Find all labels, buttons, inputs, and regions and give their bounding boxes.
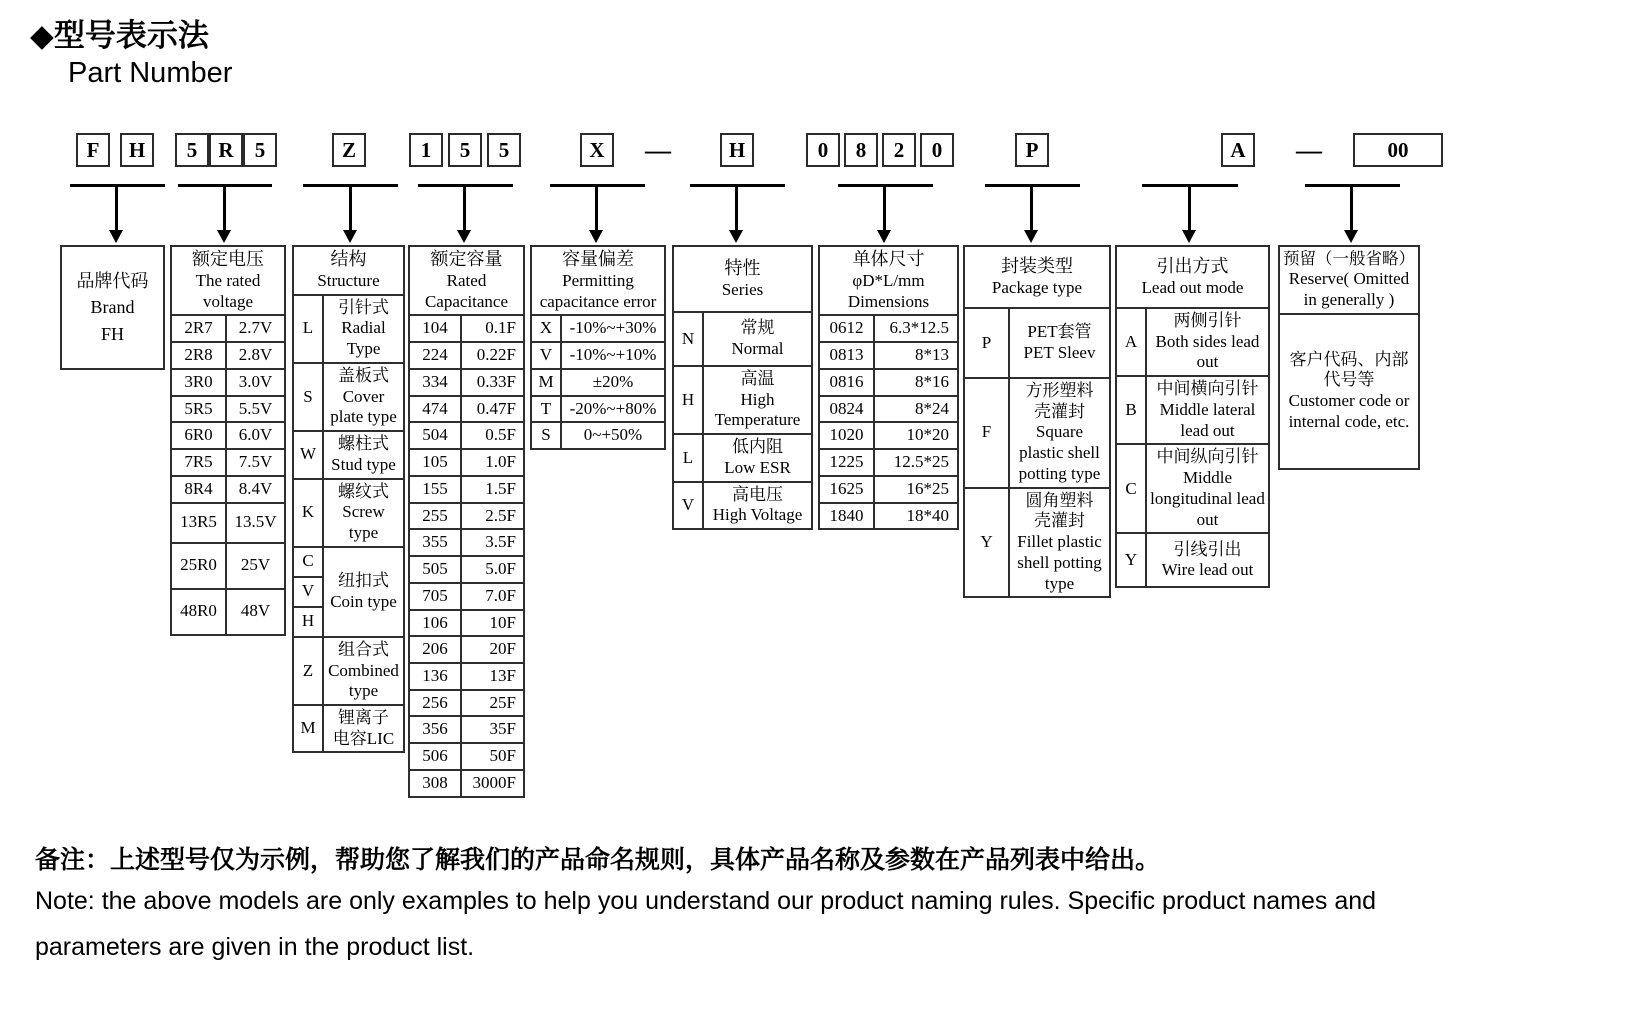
value-cell: 0.33F [461,369,524,396]
desc-cell: 高温 High Temperature [703,366,812,434]
arrowhead-icon [457,230,471,243]
capacitance-error-table [530,245,666,450]
note-zh: 备注：上述型号仅为示例，帮助您了解我们的产品命名规则，具体产品名称及参数在产品列表中给出。 [35,846,1161,874]
dimensions-table [818,245,959,530]
code-box: H [120,133,154,167]
table-row [409,583,524,610]
reserve-table [1278,245,1420,470]
table-title-zh: 预留（一般省略） [1283,249,1415,268]
connector-bar [690,184,785,187]
table-row [171,422,285,449]
code-cell: L [293,295,323,363]
table-row [409,315,524,342]
code-group-reserve [1353,133,1443,167]
brand-code: FH [100,323,124,344]
code-cell: B [1116,376,1146,444]
value-cell: 2.8V [226,342,285,369]
table-row [1116,444,1269,533]
header-cell [819,246,958,315]
desc-cell: 方形塑料 壳灌封 Square plastic shell potting type [1009,378,1110,488]
table-row [171,543,285,589]
table-row [171,589,285,635]
table-row [409,369,524,396]
desc-cell: 引线引出 Wire lead out [1146,533,1269,587]
table-header-row [1279,246,1419,314]
table-title-en: Structure [317,270,380,290]
code-group-error [580,133,614,167]
capacitance-table [408,245,525,798]
desc-cell: 螺柱式 Stud type [323,431,404,478]
value-cell: 20F [461,636,524,663]
code-cell: Y [964,488,1009,598]
table-row [171,449,285,476]
arrowhead-icon [109,230,123,243]
table-title-zh: 结构 [330,249,367,269]
value-cell: 8*16 [874,369,958,396]
code-cell: 504 [409,422,461,449]
arrowhead-icon [217,230,231,243]
code-cell: V [293,577,323,607]
value-cell: 0~+50% [561,422,665,449]
value-cell: 10F [461,610,524,637]
table-header-row [964,246,1110,308]
table-row [819,315,958,342]
value-cell: 3.0V [226,369,285,396]
table-row [409,342,524,369]
table-row [819,449,958,476]
arrowhead-icon [1182,230,1196,243]
table-row [531,422,665,449]
value-cell: 0.22F [461,342,524,369]
code-cell: 206 [409,636,461,663]
connector-bar [838,184,933,187]
code-cell: 2R7 [171,315,226,342]
value-cell: 0.5F [461,422,524,449]
table-row [409,503,524,530]
table-row [409,476,524,503]
table-row [409,396,524,423]
desc-cell: 客户代码、内部代号等 Customer code or internal code, etc. [1279,314,1419,469]
value-cell: 3.5F [461,529,524,556]
table-row [293,479,404,547]
arrowhead-icon [877,230,891,243]
code-cell: V [531,342,561,369]
desc-cell: 常规 Normal [703,312,812,366]
dash-separator: — [645,136,671,165]
value-cell: 3000F [461,770,524,797]
table-header-row [819,246,958,315]
value-cell: 7.5V [226,449,285,476]
connector-stem [883,186,886,232]
table-title-zh: 额定容量 [430,249,503,269]
desc-cell: 低内阻 Low ESR [703,434,812,481]
desc-cell: 高电压 High Voltage [703,482,812,529]
connector-bar [985,184,1080,187]
code-cell: 255 [409,503,461,530]
table-row [293,705,404,752]
code-cell: Z [293,637,323,705]
code-cell: 48R0 [171,589,226,635]
code-cell: K [293,479,323,547]
desc-cell: 引针式 Radial Type [323,295,404,363]
table-row [171,315,285,342]
code-box: 5 [243,133,277,167]
code-cell: 105 [409,449,461,476]
connector-stem [735,186,738,232]
table-row [293,363,404,431]
code-box: R [209,133,243,167]
code-group-brand [76,133,154,167]
table-row [409,449,524,476]
table-row [409,636,524,663]
table-row [409,529,524,556]
table-title-en: Reserve( Omitted in generally ) [1288,269,1410,309]
code-box: P [1015,133,1049,167]
code-group-capacitance [409,133,521,167]
table-header-row [673,246,812,312]
code-box: X [580,133,614,167]
table-row [964,488,1110,598]
table-row [531,396,665,423]
code-cell: T [531,396,561,423]
brand-title-zh: 品牌代码 [76,271,149,292]
table-row [819,422,958,449]
code-cell: H [673,366,703,434]
code-cell: M [293,705,323,752]
table-row [409,770,524,797]
desc-cell: 圆角塑料 壳灌封 Fillet plastic shell potting type [1009,488,1110,598]
brand-title-en: Brand [90,297,135,318]
value-cell: 6.0V [226,422,285,449]
code-group-package [1015,133,1049,167]
value-cell: 1.5F [461,476,524,503]
value-cell: 6.3*12.5 [874,315,958,342]
code-cell: 1020 [819,422,874,449]
table-title-en: Series [721,279,764,299]
desc-cell: PET套管 PET Sleev [1009,308,1110,378]
value-cell: -10%~+10% [561,342,665,369]
table-row [673,312,812,366]
code-cell: 355 [409,529,461,556]
value-cell: 8*13 [874,342,958,369]
value-cell: 8*24 [874,396,958,423]
header-cell [1116,246,1269,308]
arrowhead-icon [729,230,743,243]
code-box: 2 [882,133,916,167]
value-cell: 10*20 [874,422,958,449]
table-title-en: Lead out mode [1141,277,1244,297]
connector-bar [70,184,165,187]
code-cell: C [293,547,323,577]
value-cell: ±20% [561,369,665,396]
connector-stem [1350,186,1353,232]
table-title-en: The rated voltage [195,270,261,311]
connector-bar [418,184,513,187]
code-box: 8 [844,133,878,167]
table-header-row [531,246,665,315]
table-title-zh: 引出方式 [1156,255,1229,276]
note-en-line1: Note: the above models are only examples to help you understand our product naming rules. Specific product names and [35,887,1377,915]
desc-cell: 锂离子 电容LIC [323,705,404,752]
table-row [409,690,524,717]
code-box: A [1221,133,1255,167]
code-cell: V [673,482,703,529]
table-row [171,503,285,543]
table-row [171,342,285,369]
code-cell: 8R4 [171,476,226,503]
value-cell: 48V [226,589,285,635]
table-title-zh: 特性 [724,257,761,278]
brand-box [60,245,165,370]
table-row [819,369,958,396]
code-group-voltage [175,133,277,167]
code-cell: 356 [409,716,461,743]
code-group-leadout [1221,133,1255,167]
value-cell: -10%~+30% [561,315,665,342]
code-cell: 0813 [819,342,874,369]
code-cell: 474 [409,396,461,423]
table-title-en: Package type [991,277,1083,297]
desc-cell: 两侧引针 Both sides lead out [1146,308,1269,376]
value-cell: 5.0F [461,556,524,583]
table-title-zh: 单体尺寸 [852,249,925,269]
value-cell: 1.0F [461,449,524,476]
code-box: 1 [409,133,443,167]
code-box: F [76,133,110,167]
connector-stem [223,186,226,232]
connector-stem [349,186,352,232]
value-cell: 16*25 [874,476,958,503]
table-row [171,396,285,423]
code-cell: 7R5 [171,449,226,476]
value-cell: -20%~+80% [561,396,665,423]
table-row [819,342,958,369]
code-cell: 224 [409,342,461,369]
table-header-row [293,246,404,295]
code-box: 0 [806,133,840,167]
code-cell: 705 [409,583,461,610]
table-row [409,716,524,743]
desc-cell: 组合式 Combined type [323,637,404,705]
code-cell: L [673,434,703,481]
code-cell: M [531,369,561,396]
page-title-en: Part Number [68,57,233,89]
connector-bar [1305,184,1400,187]
code-box: 00 [1353,133,1443,167]
dash-separator: — [1296,136,1322,165]
code-cell: N [673,312,703,366]
code-box: 5 [448,133,482,167]
connector-bar [550,184,645,187]
value-cell: 2.5F [461,503,524,530]
table-row [1116,308,1269,376]
table-row [1116,376,1269,444]
code-cell: 0824 [819,396,874,423]
header-cell [171,246,285,315]
value-cell: 25F [461,690,524,717]
code-box: 5 [487,133,521,167]
table-title-en: Dimensions [847,291,930,311]
table-title-zh: 容量偏差 [562,249,634,269]
code-cell: Y [1116,533,1146,587]
code-cell: C [1116,444,1146,533]
note-en-line2: parameters are given in the product list. [35,933,475,961]
code-cell: 155 [409,476,461,503]
code-group-dimensions [806,133,954,167]
table-row [293,431,404,478]
code-cell: 1225 [819,449,874,476]
code-cell: 25R0 [171,543,226,589]
table-title-zh: 封装类型 [1001,255,1073,276]
table-row [293,547,404,577]
table-row [171,476,285,503]
table-row [964,308,1110,378]
code-cell: 506 [409,743,461,770]
code-cell: 308 [409,770,461,797]
table-row [964,378,1110,488]
code-cell: 106 [409,610,461,637]
code-cell: S [293,363,323,431]
value-cell: 25V [226,543,285,589]
desc-cell: 纽扣式 Coin type [323,547,404,637]
header-cell [293,246,404,295]
table-row [171,369,285,396]
table-row [409,663,524,690]
value-cell: 8.4V [226,476,285,503]
desc-cell: 中间纵向引针 Middle longitudinal lead out [1146,444,1269,533]
package-table [963,245,1111,598]
code-cell: 136 [409,663,461,690]
table-row [819,503,958,530]
table-row [819,396,958,423]
table-title-zh: 额定电压 [192,249,264,269]
value-cell: 0.47F [461,396,524,423]
code-cell: 0816 [819,369,874,396]
arrowhead-icon [1344,230,1358,243]
connector-stem [463,186,466,232]
header-cell [964,246,1110,308]
table-row [409,610,524,637]
code-cell: S [531,422,561,449]
code-box: Z [332,133,366,167]
code-cell: 6R0 [171,422,226,449]
table-row [1279,314,1419,469]
table-row [1116,533,1269,587]
code-box: H [720,133,754,167]
table-header-row [409,246,524,315]
code-cell: 3R0 [171,369,226,396]
table-header-row [171,246,285,315]
table-row [409,556,524,583]
code-cell: 2R8 [171,342,226,369]
code-cell: A [1116,308,1146,376]
header-cell [409,246,524,315]
desc-cell: 盖板式 Cover plate type [323,363,404,431]
code-cell: 104 [409,315,461,342]
value-cell: 0.1F [461,315,524,342]
connector-stem [1030,186,1033,232]
code-box: 5 [175,133,209,167]
leadout-table [1115,245,1270,588]
code-cell: 334 [409,369,461,396]
table-row [673,482,812,529]
page-title-zh: ◆型号表示法 [30,18,209,53]
table-title-mid: φD*L/mm [852,270,925,290]
code-group-series [720,133,754,167]
code-cell: 13R5 [171,503,226,543]
table-title-en: Permitting capacitance error [539,270,657,311]
desc-cell: 中间横向引针 Middle lateral lead out [1146,376,1269,444]
arrowhead-icon [1024,230,1038,243]
connector-stem [595,186,598,232]
table-row [531,369,665,396]
connector-stem [1188,186,1191,232]
header-cell [1279,246,1419,314]
code-cell: 256 [409,690,461,717]
connector-stem [115,186,118,232]
value-cell: 35F [461,716,524,743]
table-header-row [1116,246,1269,308]
code-group-structure [332,133,366,167]
series-table [672,245,813,530]
value-cell: 50F [461,743,524,770]
code-cell: W [293,431,323,478]
table-row [673,434,812,481]
table-row [819,476,958,503]
code-cell: 1625 [819,476,874,503]
code-cell: H [293,607,323,637]
table-row [531,342,665,369]
code-cell: 5R5 [171,396,226,423]
value-cell: 2.7V [226,315,285,342]
value-cell: 13F [461,663,524,690]
table-row [293,295,404,363]
code-cell: P [964,308,1009,378]
structure-table [292,245,405,753]
value-cell: 13.5V [226,503,285,543]
value-cell: 7.0F [461,583,524,610]
header-cell [673,246,812,312]
voltage-table [170,245,286,636]
code-box: 0 [920,133,954,167]
code-cell: 0612 [819,315,874,342]
table-row [673,366,812,434]
code-cell: 1840 [819,503,874,530]
code-cell: F [964,378,1009,488]
desc-cell: 螺纹式 Screw type [323,479,404,547]
code-cell: 505 [409,556,461,583]
table-title-en: Rated Capacitance [424,270,509,311]
arrowhead-icon [589,230,603,243]
table-row [531,315,665,342]
value-cell: 5.5V [226,396,285,423]
arrowhead-icon [343,230,357,243]
value-cell: 12.5*25 [874,449,958,476]
code-cell: X [531,315,561,342]
table-row [409,743,524,770]
table-row [409,422,524,449]
value-cell: 18*40 [874,503,958,530]
header-cell [531,246,665,315]
table-row [293,637,404,705]
